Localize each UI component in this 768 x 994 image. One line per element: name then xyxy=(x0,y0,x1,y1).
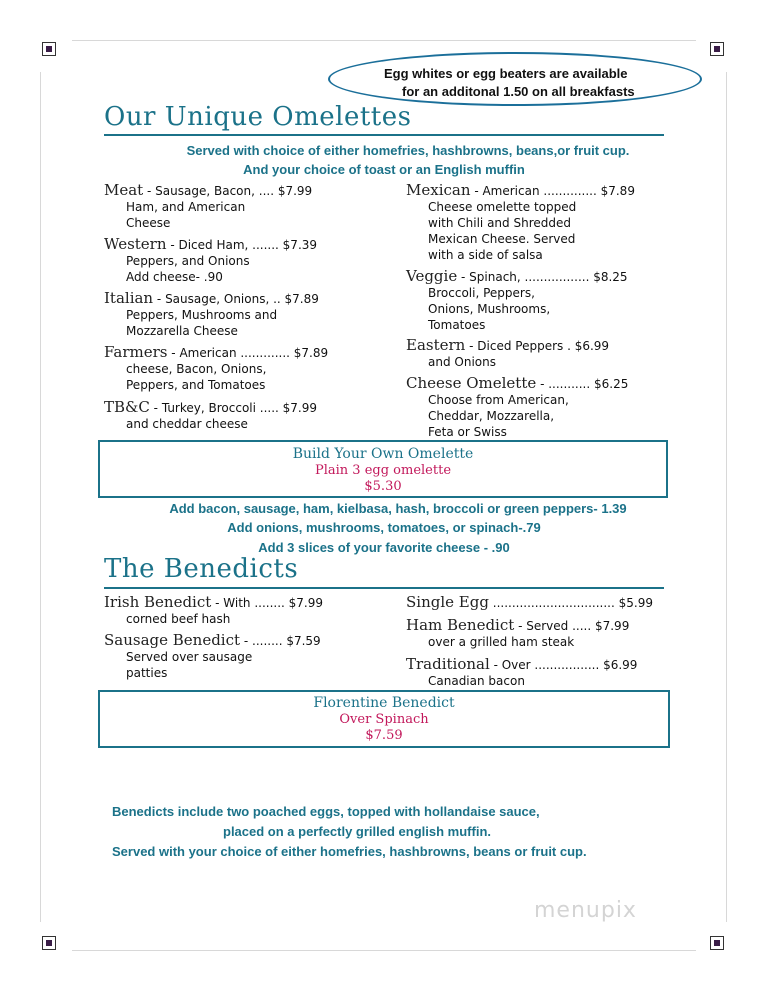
crop-line-bottom xyxy=(72,950,696,951)
registration-mark-icon xyxy=(42,936,56,950)
crop-line-top xyxy=(72,40,696,41)
item-name: Sausage Benedict xyxy=(104,631,241,649)
registration-mark-icon xyxy=(710,936,724,950)
menu-item-traditional xyxy=(406,656,637,689)
crop-line-left xyxy=(40,72,41,922)
florentine-benedict-box xyxy=(98,690,670,748)
menu-item-meat xyxy=(104,182,312,231)
item-desc-price: - Diced Peppers . $6.99 xyxy=(465,339,610,353)
item-name: Western xyxy=(104,235,167,253)
menu-item-western xyxy=(104,236,317,285)
item-desc-price: - Sausage, Bacon, .... $7.99 xyxy=(143,184,313,198)
item-name: Irish Benedict xyxy=(104,593,212,611)
item-desc: Mexican Cheese. Served xyxy=(428,232,576,246)
item-desc: over a grilled ham steak xyxy=(428,635,575,649)
menu-item-sausage-benedict xyxy=(104,632,321,681)
omelettes-title: Our Unique Omelettes xyxy=(104,102,412,132)
item-desc: Ham, and American xyxy=(126,200,246,214)
florentine-desc: Over Spinach xyxy=(339,712,429,727)
add-ons-meat: Add bacon, sausage, ham, kielbasa, hash, broccoli or green peppers- 1.39 xyxy=(169,501,627,516)
item-name: Single Egg xyxy=(406,593,489,611)
item-name: Mexican xyxy=(406,181,471,199)
item-name: Meat xyxy=(104,181,144,199)
item-desc: patties xyxy=(126,666,168,680)
benedicts-info-3: Served with your choice of either homefries, hashbrowns, beans or fruit cup. xyxy=(112,844,587,859)
menu-item-irish-benedict xyxy=(104,594,323,627)
build-your-own-desc: Plain 3 egg omelette xyxy=(314,463,452,478)
benedicts-title: The Benedicts xyxy=(104,554,299,584)
item-desc: Feta or Swiss xyxy=(428,425,507,439)
item-desc-price: - ........ $7.59 xyxy=(240,634,321,648)
item-desc: Canadian bacon xyxy=(428,674,525,688)
item-desc-price: - American .............. $7.89 xyxy=(470,184,635,198)
item-desc: Cheddar, Mozzarella, xyxy=(428,409,555,423)
item-desc: and Onions xyxy=(428,355,496,369)
item-desc: cheese, Bacon, Onions, xyxy=(126,362,267,376)
item-desc: and cheddar cheese xyxy=(126,417,248,431)
menu-item-italian xyxy=(104,290,319,339)
item-desc: Choose from American, xyxy=(428,393,569,407)
omelettes-toast-choice: And your choice of toast or an English muffin xyxy=(243,162,525,177)
item-desc-price: - Sausage, Onions, .. $7.89 xyxy=(153,292,319,306)
build-your-own-box xyxy=(98,440,668,498)
item-desc-price: - Turkey, Broccoli ..... $7.99 xyxy=(149,401,318,415)
item-desc-price: - Served ..... $7.99 xyxy=(514,619,630,633)
item-desc: Peppers, and Tomatoes xyxy=(126,378,266,392)
build-your-own-title: Build Your Own Omelette xyxy=(292,446,474,462)
item-name: Eastern xyxy=(406,336,466,354)
registration-mark-icon xyxy=(710,42,724,56)
item-desc: Cheese xyxy=(126,216,171,230)
florentine-price: $7.59 xyxy=(365,728,403,743)
item-desc: with Chili and Shredded xyxy=(428,216,571,230)
omelettes-served-with: Served with choice of either homefries, hashbrowns, beans,or fruit cup. xyxy=(186,143,630,158)
menu-item-eastern xyxy=(406,337,609,370)
item-desc: Mozzarella Cheese xyxy=(126,324,238,338)
registration-mark-icon xyxy=(42,42,56,56)
notice-line-2: for an additonal 1.50 on all breakfasts xyxy=(402,84,635,99)
item-desc: with a side of salsa xyxy=(428,248,543,262)
item-name: Farmers xyxy=(104,343,168,361)
item-desc-price: - ........... $6.25 xyxy=(536,377,629,391)
menu-item-ham-benedict xyxy=(406,617,629,650)
item-desc-price: - With ........ $7.99 xyxy=(211,596,323,610)
item-name: Veggie xyxy=(406,267,458,285)
benedicts-rule xyxy=(104,587,664,589)
menu-item-farmers xyxy=(104,344,328,393)
item-desc: Peppers, Mushrooms and xyxy=(126,308,278,322)
item-desc: Onions, Mushrooms, xyxy=(428,302,551,316)
item-desc-price: - Spinach, ................. $8.25 xyxy=(457,270,628,284)
item-name: Italian xyxy=(104,289,154,307)
item-desc: Served over sausage xyxy=(126,650,253,664)
item-name: TB&C xyxy=(104,398,150,416)
item-desc-price: ................................ $5.99 xyxy=(488,596,653,610)
notice-line-1: Egg whites or egg beaters are available xyxy=(384,66,628,81)
item-desc: Broccoli, Peppers, xyxy=(428,286,535,300)
florentine-title: Florentine Benedict xyxy=(313,695,455,711)
menu-item-mexican xyxy=(406,182,635,263)
item-desc-price: - American ............. $7.89 xyxy=(167,346,329,360)
item-desc: Peppers, and Onions xyxy=(126,254,250,268)
build-your-own-price: $5.30 xyxy=(364,479,402,494)
item-desc: corned beef hash xyxy=(126,612,231,626)
item-name: Traditional xyxy=(406,655,490,673)
menu-item-cheese-omelette xyxy=(406,375,628,440)
item-desc: Add cheese- .90 xyxy=(126,270,223,284)
add-ons-cheese: Add 3 slices of your favorite cheese - .90 xyxy=(258,540,510,555)
menu-item-tbc xyxy=(104,399,317,432)
item-desc-price: - Over ................. $6.99 xyxy=(489,658,638,672)
item-desc-price: - Diced Ham, ....... $7.39 xyxy=(166,238,318,252)
menu-item-veggie xyxy=(406,268,628,333)
item-desc: Cheese omelette topped xyxy=(428,200,577,214)
item-name: Ham Benedict xyxy=(406,616,515,634)
add-ons-veg: Add onions, mushrooms, tomatoes, or spinach-.79 xyxy=(227,520,541,535)
item-desc: Tomatoes xyxy=(428,318,486,332)
benedicts-info-2: placed on a perfectly grilled english muffin. xyxy=(223,824,491,839)
watermark: menupix xyxy=(534,898,637,923)
crop-line-right xyxy=(726,72,727,922)
benedicts-info-1: Benedicts include two poached eggs, topped with hollandaise sauce, xyxy=(112,804,540,819)
omelettes-rule xyxy=(104,134,664,136)
item-name: Cheese Omelette xyxy=(406,374,537,392)
menu-item-single-egg xyxy=(406,594,653,611)
